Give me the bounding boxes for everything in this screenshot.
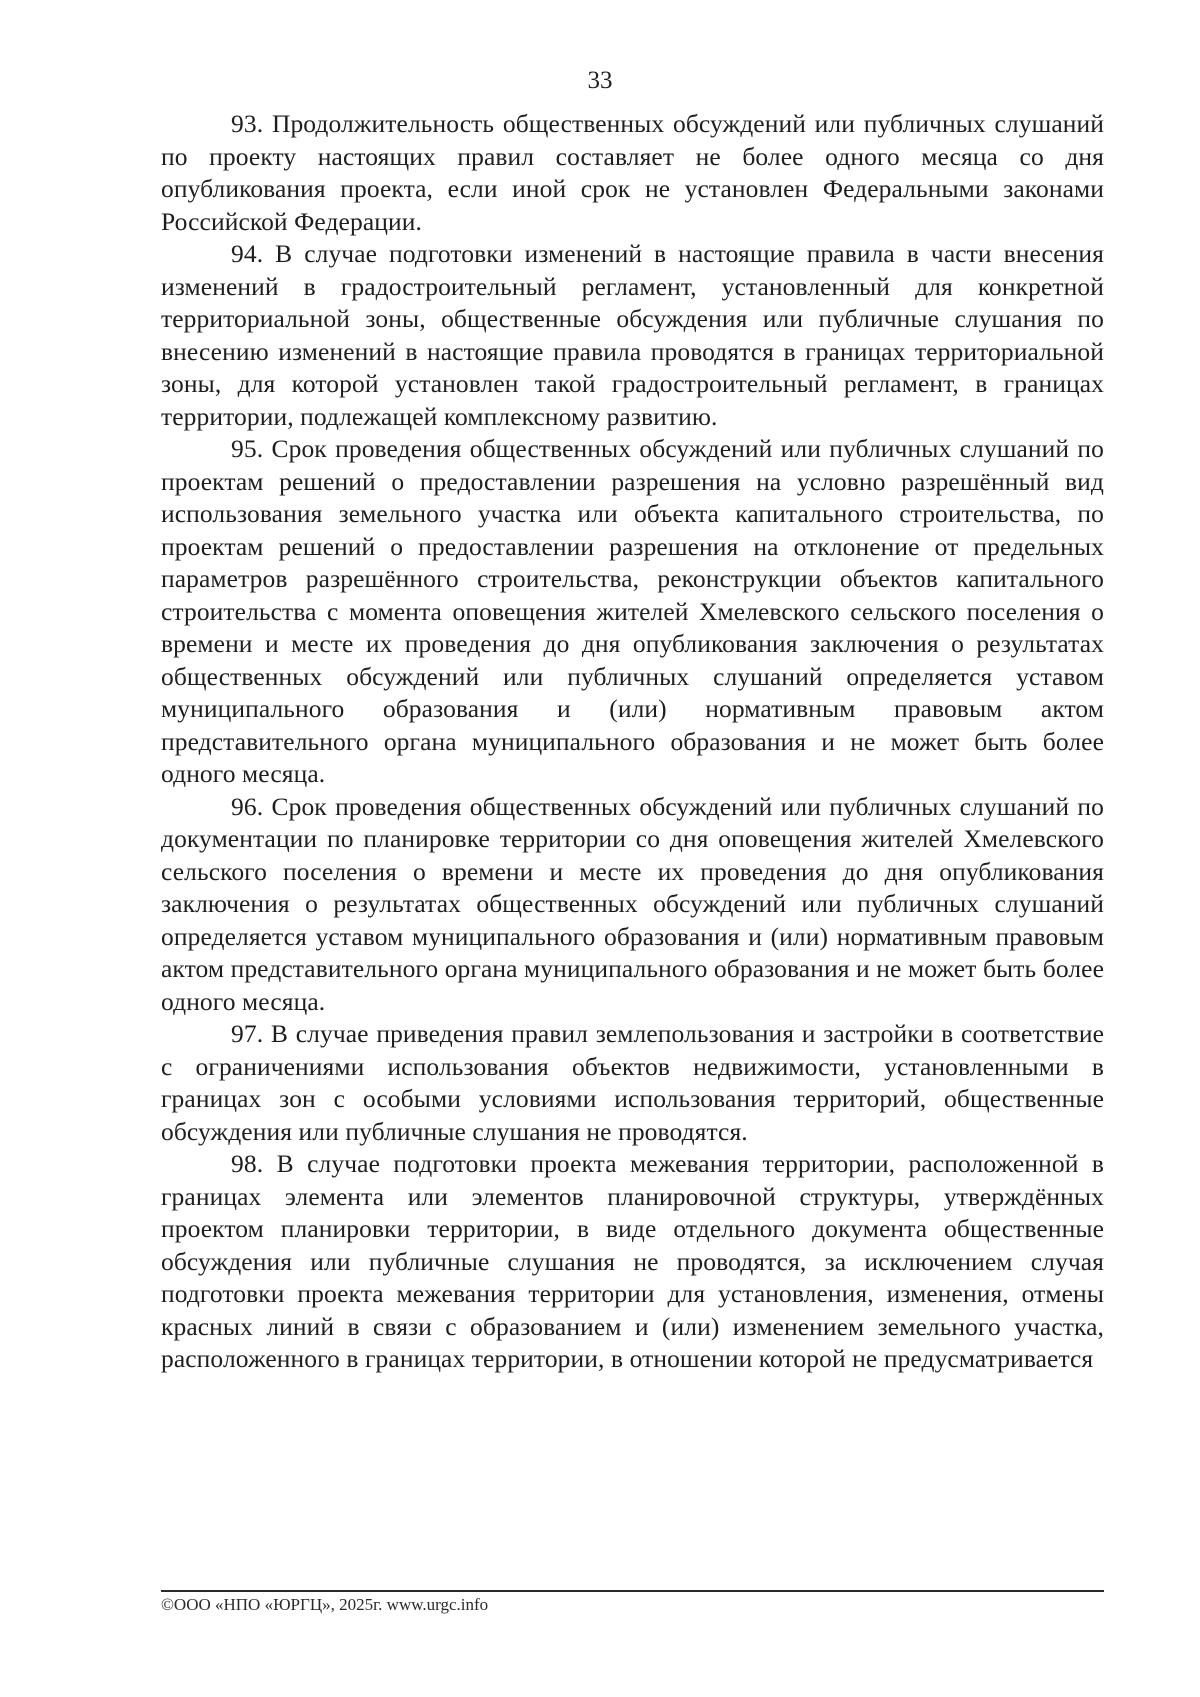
paragraph-number: 96. (231, 791, 264, 821)
paragraph-number: 94. (231, 239, 264, 268)
paragraph-text: Продолжительность общественных обсуждений или публичных слушаний по проекту настоящих правил составляет не более одного месяца со дня опубликования проекта, если иной срок не установлен Федеральными законами Российской Федерации. (161, 109, 1104, 236)
document-body (161, 108, 1104, 1376)
paragraph-number: 93. (231, 109, 264, 138)
paragraph-93 (161, 108, 1104, 238)
footer-divider (161, 1590, 1104, 1592)
paragraph-text: Срок проведения общественных обсуждений или публичных слушаний по документации по планировке территории со дня оповещения жителей Хмелевского сельского поселения о времени и месте их проведения до дня опубликования заключения о результатах общественных обсуждений или публичных слушаний определяется уставом муниципального образования и (или) нормативным правовым актом представительного органа муниципального образования и не может быть более одного месяца. (161, 791, 1104, 1016)
paragraph-text: В случае приведения правил землепользования и застройки в соответствие с ограничениями использования объектов недвижимости, установленными в границах зон с особыми условиями использования территорий, общественные обсуждения или публичные слушания не проводятся. (161, 1019, 1104, 1146)
footer-copyright: ©ООО «НПО «ЮРГЦ», 2025г. www.urgc.info (161, 1595, 489, 1614)
page-number: 33 (587, 67, 613, 94)
paragraph-text: Срок проведения общественных обсуждений или публичных слушаний по проектам решений о предоставлении разрешения на условно разрешённый вид использования земельного участка или объекта капитального строительства, по проектам решений о предоставлении разрешения на отклонение от предельных параметров разрешённого строительства, реконструкции объектов капитального строительства с момента оповещения жителей Хмелевского сельского поселения о времени и месте их проведения до дня опубликования заключения о результатах общественных обсуждений или публичных слушаний определяется уставом муниципального образования и (или) нормативным правовым актом представительного органа муниципального образования и не может быть более одного месяца. (161, 434, 1104, 788)
paragraph-text: В случае подготовки изменений в настоящие правила в части внесения изменений в градостроительный регламент, установленный для конкретной территориальной зоны, общественные обсуждения или публичные слушания по внесению изменений в настоящие правила проводятся в границах территориальной зоны, для которой установлен такой градостроительный регламент, в границах территории, подлежащей комплексному развитию. (161, 239, 1105, 431)
paragraph-98 (161, 1148, 1104, 1376)
paragraph-number: 97. (231, 1019, 264, 1048)
paragraph-95 (161, 433, 1104, 791)
paragraph-94 (161, 238, 1104, 433)
paragraph-96 (161, 791, 1104, 1019)
paragraph-number: 98. (231, 1149, 264, 1178)
paragraph-text: В случае подготовки проекта межевания территории, расположенной в границах элемента или элементов планировочной структуры, утверждённых проектом планировки территории, в виде отдельного документа общественные обсуждения или публичные слушания не проводятся, за исключением случая подготовки проекта межевания территории для установления, изменения, отмены красных линий в связи с образованием и (или) изменением земельного участка, расположенного в границах территории, в отношении которой не предусматривается (161, 1149, 1104, 1373)
paragraph-number: 95. (231, 434, 264, 463)
paragraph-97 (161, 1018, 1104, 1148)
